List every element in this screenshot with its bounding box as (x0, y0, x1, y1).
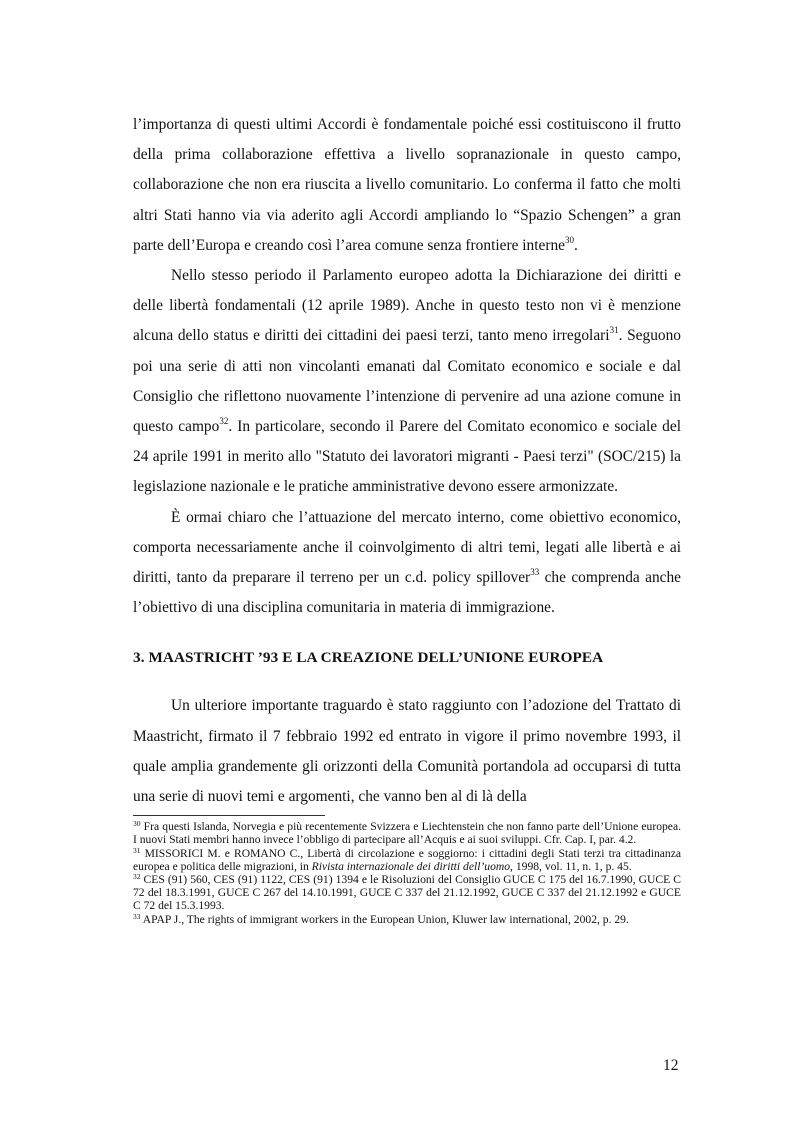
footnote-ref-31[interactable]: 31 (609, 325, 619, 336)
paragraph-2-text-b: . Seguono poi una serie di atti non vincolanti emanati dal Comitato economico e sociale e dal Consiglio che riflettono nuovamente l’intenzione di pervenire ad una azione comune in questo campo (133, 327, 681, 436)
footnote-33-text: APAP J., The rights of immigrant workers in the European Union, Kluwer law international, 2002, p. 29. (140, 912, 629, 926)
footnote-ref-30[interactable]: 30 (565, 234, 574, 245)
footnote-31 (133, 847, 681, 873)
footnote-30-number: 30 (133, 819, 141, 829)
footnote-32 (133, 873, 681, 913)
footnotes (133, 820, 681, 926)
footnote-30 (133, 820, 681, 846)
paragraph-3 (133, 503, 681, 624)
page-body (133, 110, 681, 926)
footnote-32-text: CES (91) 560, CES (91) 1122, CES (91) 1394 e le Risoluzioni del Consiglio GUCE C 175 del 16.7.1990, GUCE C 72 del 18.3.1991, GUCE C 267 del 14.10.1991, GUCE C 337 del 21.12.1992, GUCE C 337 del 21.12.1992 e GUCE C 72 del 15.3.1993. (133, 873, 681, 913)
page-number: 12 (663, 1057, 679, 1074)
footnote-31-text-end: , 1998, vol. 11, n. 1, p. 45. (510, 859, 632, 873)
footnote-31-number: 31 (133, 845, 141, 855)
paragraph-1 (133, 110, 681, 261)
footnote-ref-32[interactable]: 32 (219, 416, 229, 427)
paragraph-2-text-a: Nello stesso periodo il Parlamento europeo adotta la Dichiarazione dei diritti e delle libertà fondamentali (12 aprile 1989). Anche in questo testo non vi è menzione alcuna dello status e diritti dei cittadini dei paesi terzi, tanto meno irregolari (133, 267, 681, 345)
footnote-ref-33[interactable]: 33 (530, 567, 540, 578)
paragraph-3-text-b: che comprenda anche l’obiettivo di una disciplina comunitaria in materia di immigrazione. (133, 569, 682, 617)
paragraph-3-text-a: È ormai chiaro che l’attuazione del mercato interno, come obiettivo economico, comporta necessariamente anche il coinvolgimento di altri temi, legati alle libertà e ai diritti, tanto da preparare il terreno per un c.d. policy spillover (133, 508, 681, 587)
footnote-divider (133, 815, 325, 816)
paragraph-1-end: . (574, 236, 578, 254)
footnote-31-journal: Rivista internazionale dei diritti dell’uomo (311, 859, 511, 873)
paragraph-2-text-c: . In particolare, secondo il Parere del Comitato economico e sociale del 24 aprile 1991 in merito allo "Statuto dei lavoratori migranti - Paesi terzi" (SOC/215) la legislazione nazionale e le pratiche amministrative devono essere armonizzate. (133, 418, 681, 496)
footnote-33 (133, 913, 681, 926)
paragraph-4: Un ulteriore importante traguardo è stato raggiunto con l’adozione del Trattato di Maastricht, firmato il 7 febbraio 1992 ed entrato in vigore il primo novembre 1993, il quale amplia grandemente gli orizzonti della Comunità portandola ad occuparsi di tutta una serie di nuovi temi e argomenti, che vanno ben al di là della (133, 697, 681, 806)
section-heading: 3. MAASTRICHT ’93 E LA CREAZIONE DELL’UNIONE EUROPEA (133, 649, 604, 667)
footnote-30-text: Fra questi Islanda, Norvegia e più recentemente Svizzera e Liechtenstein che non fanno parte dell’Unione europea. I nuovi Stati membri hanno invece l’obbligo di partecipare all’Acquis e ai suoi sviluppi. Cfr. Cap. I, par. 4.2. (133, 820, 681, 847)
footnote-31-text: MISSORICI M. e ROMANO C., Libertà di circolazione e soggiorno: i cittadini degli Stati terzi tra cittadinanza europea e politica delle migrazioni, in (133, 846, 681, 873)
footnote-33-number: 33 (133, 911, 141, 921)
paragraph-2 (133, 261, 681, 503)
footnote-32-number: 32 (133, 872, 141, 882)
paragraph-1-text: l’importanza di questi ultimi Accordi è fondamentale poiché essi costituiscono il frutto della prima collaborazione effettiva a livello sopranazionale in questo campo, collaborazione che non era riuscita a livello comunitario. Lo conferma il fatto che molti altri Stati hanno via via aderito agli Accordi ampliando lo “Spazio Schengen” a gran parte dell’Europa e creando così l’area comune senza frontiere interne (133, 116, 681, 254)
